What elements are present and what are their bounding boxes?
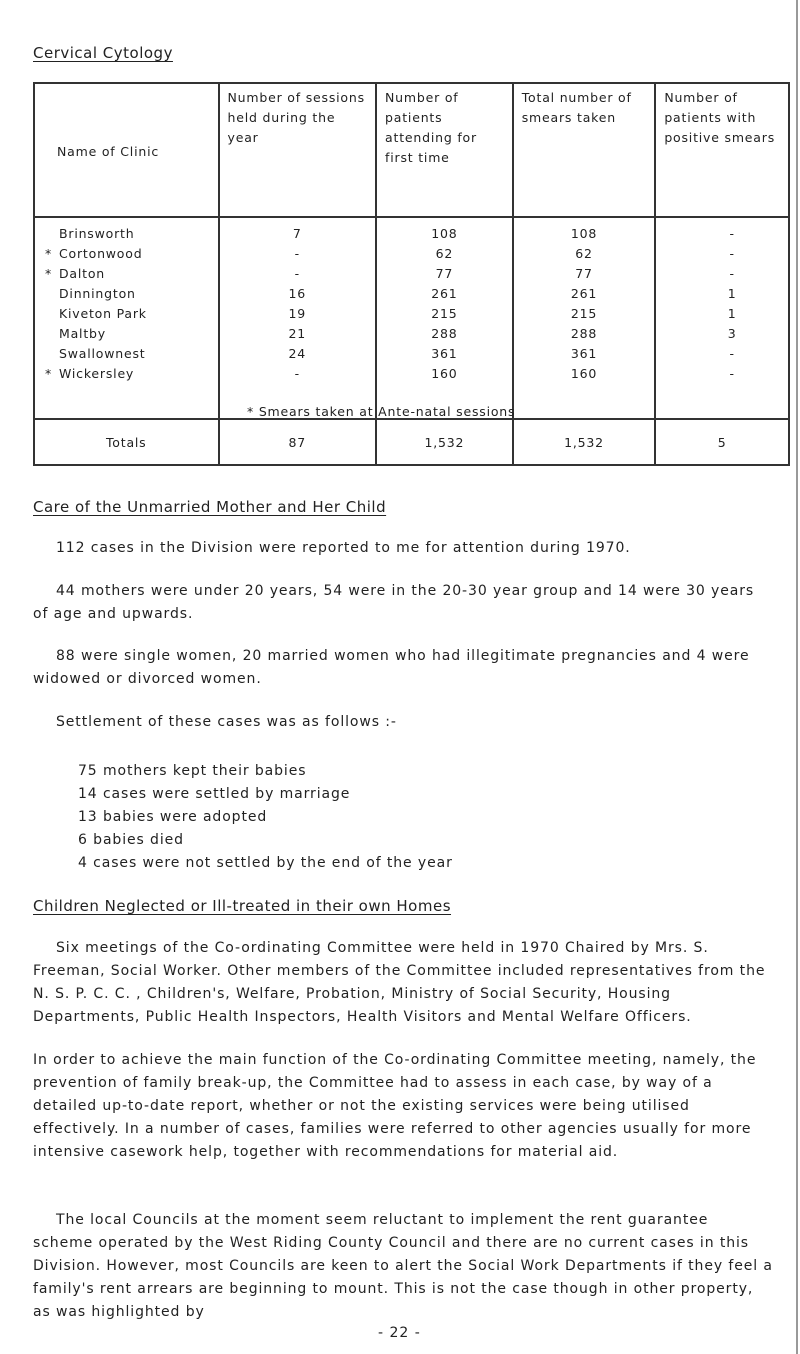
clinic-name-text: Dinnington — [59, 286, 136, 301]
positive-cell: - — [655, 264, 789, 284]
paragraph-marital-status: 88 were single women, 20 married women who had illegitimate pregnancies and 4 were widowed or divorced women. — [33, 648, 750, 687]
first-time-cell: 361 — [376, 344, 513, 364]
totals-first-time: 1,532 — [376, 419, 513, 465]
smears-cell: 108 — [513, 217, 656, 244]
totals-label: Totals — [34, 419, 219, 465]
asterisk-marker: * — [45, 266, 53, 281]
clinic-name — [34, 324, 219, 344]
paragraph-committee-function: In order to achieve the main function of the Co-ordinating Committee meeting, namely, the prevention of family break-up, the Committee had to assess in each case, by way of a detailed up-to-date report, whether or not the existing services were being utilised effectively. In a number of cases, families were referred to other agencies usually for more intensive casework help, together with recommendations for material aid. — [33, 1052, 757, 1160]
settlement-list — [78, 760, 453, 875]
paragraph-settlement-intro: Settlement of these cases was as follows :- — [56, 714, 397, 730]
clinic-name-text: Dalton — [59, 266, 106, 281]
smears-cell: 77 — [513, 264, 656, 284]
clinic-name-text: Maltby — [59, 326, 106, 341]
sessions-cell: 16 — [219, 284, 377, 304]
paragraph-rent-guarantee: The local Councils at the moment seem reluctant to implement the rent guarantee scheme operated by the West Riding County Council and there are no current cases in this Division. However, most Councils are keen to alert the Social Work Departments if they feel a family's rent arrears are beginning to mount. This is not the case though in other property, as was highlighted by — [33, 1212, 773, 1320]
list-item: 75 mothers kept their babies — [78, 763, 307, 779]
smears-cell: 160 — [513, 364, 656, 384]
positive-cell: 3 — [655, 324, 789, 344]
sessions-cell: - — [219, 244, 377, 264]
clinic-name — [34, 344, 219, 364]
table-row — [34, 364, 789, 384]
table-row — [34, 217, 789, 244]
smears-cell: 215 — [513, 304, 656, 324]
list-item: 6 babies died — [78, 832, 184, 848]
clinic-name-text: Swallownest — [59, 346, 146, 361]
table-header-row — [34, 83, 789, 217]
first-time-cell: 108 — [376, 217, 513, 244]
positive-cell: 1 — [655, 284, 789, 304]
scan-edge — [796, 0, 798, 1354]
first-time-cell: 62 — [376, 244, 513, 264]
first-time-cell: 288 — [376, 324, 513, 344]
table-row — [34, 344, 789, 364]
sessions-cell: 7 — [219, 217, 377, 244]
first-time-cell: 261 — [376, 284, 513, 304]
first-time-cell: 215 — [376, 304, 513, 324]
clinic-name — [34, 284, 219, 304]
totals-positive: 5 — [655, 419, 789, 465]
asterisk-marker: * — [45, 366, 53, 381]
asterisk-marker: * — [45, 246, 53, 261]
sessions-cell: - — [219, 364, 377, 384]
table-row — [34, 264, 789, 284]
sessions-cell: 24 — [219, 344, 377, 364]
clinic-name — [34, 364, 219, 384]
clinic-name — [34, 304, 219, 324]
table-footnote: * Smears taken at Ante-natal sessions — [247, 404, 516, 419]
clinic-name-text: Wickersley — [59, 366, 135, 381]
first-time-cell: 160 — [376, 364, 513, 384]
clinic-name-text: Brinsworth — [59, 226, 135, 241]
children-neglected-heading: Children Neglected or Ill-treated in their own Homes — [33, 897, 452, 915]
clinic-name-text: Kiveton Park — [59, 306, 147, 321]
positive-cell: - — [655, 217, 789, 244]
list-item: 13 babies were adopted — [78, 809, 268, 825]
header-name-of-clinic: Name of Clinic — [34, 83, 219, 217]
positive-cell: - — [655, 244, 789, 264]
table-row — [34, 324, 789, 344]
clinic-name-text: Cortonwood — [59, 246, 143, 261]
smears-cell: 288 — [513, 324, 656, 344]
smears-cell: 361 — [513, 344, 656, 364]
list-item: 4 cases were not settled by the end of the year — [78, 855, 453, 871]
header-smears: Total number of smears taken — [513, 83, 656, 217]
totals-row — [34, 419, 789, 465]
table-row — [34, 304, 789, 324]
smears-cell: 261 — [513, 284, 656, 304]
clinic-name — [34, 217, 219, 244]
table-row — [34, 244, 789, 264]
paragraph-committee-meetings: Six meetings of the Co-ordinating Committee were held in 1970 Chaired by Mrs. S. Freeman, Social Worker. Other members of the Committee included representatives from the N. S. P. C. C. , Children's, Welfare, Probation, Ministry of Social Security, Housing Departments, Public Health Inspectors, Health Visitors and Mental Welfare Officers. — [33, 940, 766, 1025]
unmarried-mother-heading: Care of the Unmarried Mother and Her Child — [33, 498, 387, 516]
smears-cell: 62 — [513, 244, 656, 264]
clinic-name — [34, 264, 219, 284]
totals-smears: 1,532 — [513, 419, 656, 465]
page-number: - 22 - — [378, 1325, 421, 1341]
table-body — [34, 217, 789, 384]
sessions-cell: 19 — [219, 304, 377, 324]
first-time-cell: 77 — [376, 264, 513, 284]
header-first-time: Number of patients attending for first time — [376, 83, 513, 217]
header-positive: Number of patients with positive smears — [655, 83, 789, 217]
sessions-cell: 21 — [219, 324, 377, 344]
positive-cell: - — [655, 364, 789, 384]
paragraph-cases-reported: 112 cases in the Division were reported to me for attention during 1970. — [56, 540, 631, 556]
table-row — [34, 284, 789, 304]
header-sessions: Number of sessions held during the year — [219, 83, 377, 217]
cervical-cytology-heading: Cervical Cytology — [33, 44, 173, 62]
paragraph-mothers-ages: 44 mothers were under 20 years, 54 were in the 20-30 year group and 14 were 30 years of age and upwards. — [33, 583, 755, 622]
positive-cell: - — [655, 344, 789, 364]
sessions-cell: - — [219, 264, 377, 284]
totals-sessions: 87 — [219, 419, 377, 465]
list-item: 14 cases were settled by marriage — [78, 786, 351, 802]
clinic-name — [34, 244, 219, 264]
positive-cell: 1 — [655, 304, 789, 324]
